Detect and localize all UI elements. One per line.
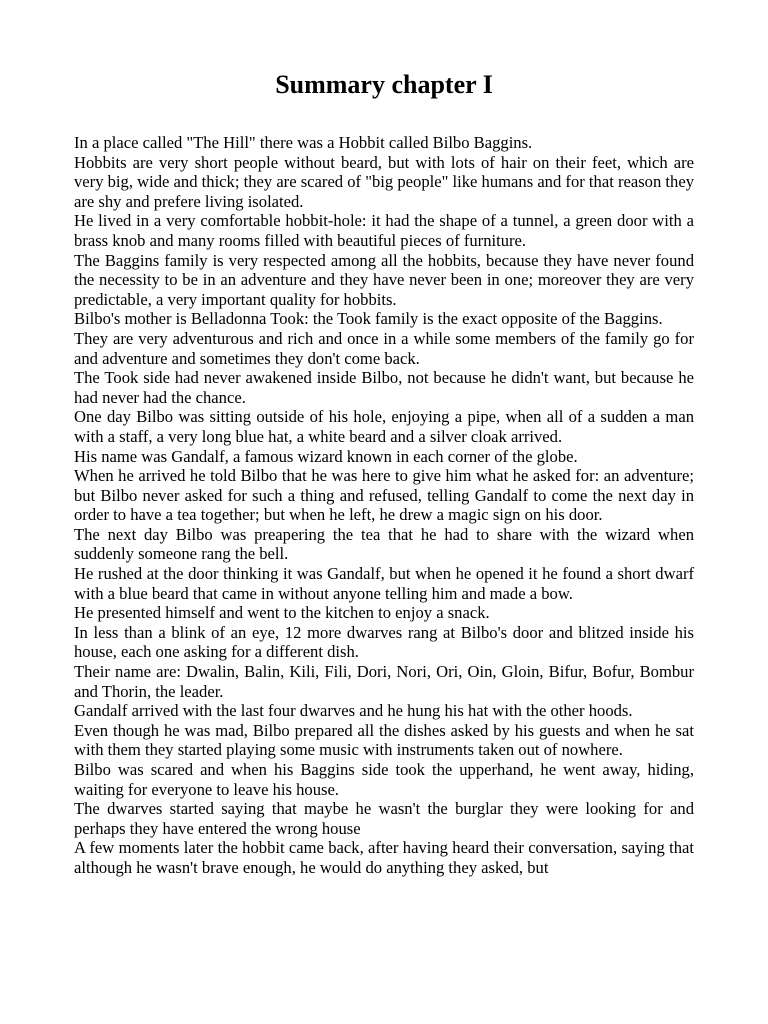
paragraph: His name was Gandalf, a famous wizard known in each corner of the globe. — [74, 446, 578, 466]
paragraph: The Baggins family is very respected among all the hobbits, because they have never found the necessity to be in an adventure and they have never been in one; moreover they are very predictable, a very important quality for hobbits. — [74, 250, 694, 309]
paragraph: He lived in a very comfortable hobbit-hole: it had the shape of a tunnel, a green door with a brass knob and many rooms filled with beautiful pieces of furniture. — [74, 211, 694, 250]
paragraph: One day Bilbo was sitting outside of his hole, enjoying a pipe, when all of a sudden a man with a staff, a very long blue hat, a white beard and a silver cloak arrived. — [74, 407, 694, 446]
paragraph: The next day Bilbo was preapering the tea that he had to share with the wizard when suddenly someone rang the bell. — [74, 524, 694, 564]
paragraph: He rushed at the door thinking it was Gandalf, but when he opened it he found a short dwarf with a blue beard that came in without anyone telling him and made a bow. — [74, 564, 694, 603]
paragraph: Gandalf arrived with the last four dwarves and he hung his hat with the other hoods. — [74, 701, 633, 721]
paragraph: He presented himself and went to the kitchen to enjoy a snack. — [74, 603, 490, 623]
document-title: Summary chapter I — [275, 70, 493, 99]
paragraph: In a place called "The Hill" there was a Hobbit called Bilbo Baggins. — [74, 133, 533, 152]
document-body — [74, 133, 694, 878]
paragraph: They are very adventurous and rich and once in a while some members of the family go for and adventure and sometimes they don't come back. — [74, 328, 694, 368]
paragraph: The Took side had never awakened inside Bilbo, not because he didn't want, but because he had never had the chance. — [74, 368, 694, 407]
paragraph: Bilbo was scared and when his Baggins side took the upperhand, he went away, hiding, waiting for everyone to leave his house. — [74, 760, 694, 799]
paragraph: In less than a blink of an eye, 12 more dwarves rang at Bilbo's door and blitzed inside his house, each one asking for a different dish. — [74, 622, 694, 662]
paragraph: Their name are: Dwalin, Balin, Kili, Fili, Dori, Nori, Ori, Oin, Gloin, Bifur, Bofur, Bombur and Thorin, the leader. — [74, 662, 694, 701]
paragraph: Bilbo's mother is Belladonna Took: the Took family is the exact opposite of the Baggins. — [74, 309, 663, 329]
paragraph: A few moments later the hobbit came back, after having heard their conversation, saying that although he wasn't brave enough, he would do anything they asked, but — [74, 838, 694, 877]
paragraph: Even though he was mad, Bilbo prepared all the dishes asked by his guests and when he sat with them they started playing some music with instruments taken out of nowhere. — [74, 720, 694, 760]
paragraph: The dwarves started saying that maybe he wasn't the burglar they were looking for and perhaps they have entered the wrong house — [74, 799, 694, 838]
paragraph: When he arrived he told Bilbo that he was here to give him what he asked for: an adventure; but Bilbo never asked for such a thing and refused, telling Gandalf to come the next day in order to have a tea together; but when he left, he drew a magic sign on his door. — [74, 466, 694, 525]
paragraph: Hobbits are very short people without beard, but with lots of hair on their feet, which are very big, wide and thick; they are scared of "big people" like humans and for that reason they are shy and prefere living isolated. — [74, 152, 694, 211]
